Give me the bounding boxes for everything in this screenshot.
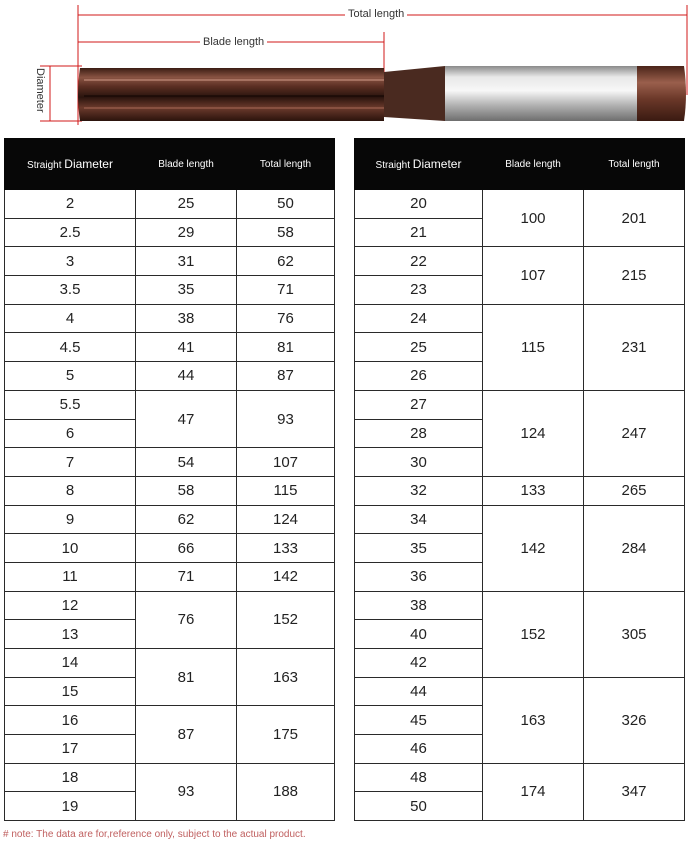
total-length-cell: 58: [237, 218, 335, 247]
diameter-cell: 3.5: [5, 276, 136, 305]
diameter-cell: 23: [355, 276, 483, 305]
blade-length-cell: 115: [483, 304, 584, 390]
table-row: [5, 534, 335, 563]
diameter-cell: 15: [5, 677, 136, 706]
diameter-cell: 48: [355, 763, 483, 792]
total-length-cell: 215: [584, 247, 685, 304]
blade-length-cell: 87: [136, 706, 237, 763]
total-length-cell: 284: [584, 505, 685, 591]
total-length-cell: 347: [584, 763, 685, 820]
blade-length-label: Blade length: [200, 36, 267, 48]
diameter-cell: 14: [5, 649, 136, 678]
total-length-cell: 305: [584, 591, 685, 677]
diameter-cell: 11: [5, 562, 136, 591]
total-length-cell: 326: [584, 677, 685, 763]
table-row: [355, 390, 685, 419]
diameter-dimension: [40, 66, 82, 121]
table-row: [5, 362, 335, 391]
blade-length-cell: 107: [483, 247, 584, 304]
blade-length-cell: 71: [136, 562, 237, 591]
table-row: [5, 247, 335, 276]
diameter-cell: 10: [5, 534, 136, 563]
table-row: [355, 247, 685, 276]
blade-length-cell: 47: [136, 390, 237, 447]
total-length-cell: 76: [237, 304, 335, 333]
diameter-cell: 12: [5, 591, 136, 620]
total-length-cell: 50: [237, 190, 335, 219]
blade-length-cell: 133: [483, 476, 584, 505]
table-row: [355, 476, 685, 505]
table-header-row: [5, 139, 335, 190]
diameter-cell: 20: [355, 190, 483, 219]
table-row: [355, 304, 685, 333]
table-row: [5, 763, 335, 792]
blade-length-cell: 81: [136, 649, 237, 706]
blade-length-cell: 142: [483, 505, 584, 591]
diameter-cell: 26: [355, 362, 483, 391]
table-row: [355, 591, 685, 620]
diameter-cell: 2: [5, 190, 136, 219]
table-row: [5, 706, 335, 735]
reamer-blade: [78, 68, 384, 121]
table-row: [355, 677, 685, 706]
diameter-cell: 7: [5, 448, 136, 477]
blade-length-cell: 58: [136, 476, 237, 505]
table-row: [355, 763, 685, 792]
total-length-cell: 175: [237, 706, 335, 763]
diameter-label: Diameter: [34, 68, 46, 113]
table-row: [5, 591, 335, 620]
reamer-shank: [445, 66, 637, 121]
diameter-cell: 25: [355, 333, 483, 362]
table-row: [355, 190, 685, 219]
blade-length-cell: 44: [136, 362, 237, 391]
total-length-cell: 265: [584, 476, 685, 505]
diameter-cell: 3: [5, 247, 136, 276]
table-row: [5, 333, 335, 362]
diameter-cell: 2.5: [5, 218, 136, 247]
diameter-cell: 46: [355, 735, 483, 764]
spec-table-left: [4, 138, 335, 821]
diameter-cell: 4: [5, 304, 136, 333]
total-length-cell: 133: [237, 534, 335, 563]
diameter-cell: 45: [355, 706, 483, 735]
blade-length-cell: 152: [483, 591, 584, 677]
blade-length-cell: 29: [136, 218, 237, 247]
diameter-cell: 5: [5, 362, 136, 391]
diameter-cell: 6: [5, 419, 136, 448]
table-row: [5, 448, 335, 477]
total-length-cell: 188: [237, 763, 335, 820]
diameter-cell: 38: [355, 591, 483, 620]
blade-length-cell: 124: [483, 390, 584, 476]
table-row: [5, 218, 335, 247]
header-diameter: Straight Diameter: [5, 139, 136, 190]
blade-length-cell: 163: [483, 677, 584, 763]
table-row: [5, 649, 335, 678]
diameter-cell: 4.5: [5, 333, 136, 362]
diameter-cell: 22: [355, 247, 483, 276]
blade-length-cell: 76: [136, 591, 237, 648]
total-length-cell: 247: [584, 390, 685, 476]
diameter-cell: 9: [5, 505, 136, 534]
diameter-cell: 30: [355, 448, 483, 477]
reamer-end: [637, 66, 686, 121]
total-length-cell: 62: [237, 247, 335, 276]
table-row: [5, 562, 335, 591]
blade-length-cell: 38: [136, 304, 237, 333]
spec-table-right: [354, 138, 685, 821]
total-length-cell: 71: [237, 276, 335, 305]
blade-length-cell: 35: [136, 276, 237, 305]
total-length-cell: 142: [237, 562, 335, 591]
table-row: [5, 304, 335, 333]
reamer-neck: [384, 66, 445, 121]
table-row: [5, 505, 335, 534]
diameter-cell: 8: [5, 476, 136, 505]
header-total-length: Total length: [237, 139, 335, 190]
total-length-cell: 115: [237, 476, 335, 505]
blade-length-cell: 54: [136, 448, 237, 477]
table-header-row: [355, 139, 685, 190]
diameter-cell: 16: [5, 706, 136, 735]
footnote: # note: The data are for,reference only, subject to the actual product.: [3, 829, 306, 840]
total-length-cell: 107: [237, 448, 335, 477]
diameter-cell: 13: [5, 620, 136, 649]
table-row: [5, 276, 335, 305]
diameter-cell: 42: [355, 649, 483, 678]
table-row: [5, 190, 335, 219]
diameter-cell: 24: [355, 304, 483, 333]
header-blade-length: Blade length: [483, 139, 584, 190]
total-length-cell: 124: [237, 505, 335, 534]
total-length-cell: 163: [237, 649, 335, 706]
diameter-cell: 40: [355, 620, 483, 649]
diameter-cell: 17: [5, 735, 136, 764]
blade-length-cell: 174: [483, 763, 584, 820]
total-length-cell: 81: [237, 333, 335, 362]
diameter-cell: 36: [355, 562, 483, 591]
diameter-cell: 35: [355, 534, 483, 563]
blade-length-cell: 66: [136, 534, 237, 563]
blade-length-cell: 62: [136, 505, 237, 534]
diameter-cell: 27: [355, 390, 483, 419]
table-row: [5, 390, 335, 419]
table-row: [5, 476, 335, 505]
total-length-cell: 87: [237, 362, 335, 391]
header-diameter: Straight Diameter: [355, 139, 483, 190]
blade-length-cell: 31: [136, 247, 237, 276]
total-length-cell: 152: [237, 591, 335, 648]
total-length-cell: 231: [584, 304, 685, 390]
table-row: [355, 505, 685, 534]
header-blade-length: Blade length: [136, 139, 237, 190]
header-total-length: Total length: [584, 139, 685, 190]
diameter-cell: 32: [355, 476, 483, 505]
diameter-cell: 21: [355, 218, 483, 247]
diameter-cell: 18: [5, 763, 136, 792]
diameter-cell: 44: [355, 677, 483, 706]
reamer-illustration: [0, 0, 692, 135]
reamer-diagram: [0, 0, 692, 135]
diameter-cell: 5.5: [5, 390, 136, 419]
blade-length-cell: 100: [483, 190, 584, 247]
blade-length-cell: 41: [136, 333, 237, 362]
total-length-cell: 93: [237, 390, 335, 447]
diameter-cell: 19: [5, 792, 136, 821]
total-length-cell: 201: [584, 190, 685, 247]
diameter-cell: 34: [355, 505, 483, 534]
diameter-cell: 28: [355, 419, 483, 448]
total-length-label: Total length: [345, 8, 407, 20]
diameter-cell: 50: [355, 792, 483, 821]
blade-length-cell: 25: [136, 190, 237, 219]
blade-length-cell: 93: [136, 763, 237, 820]
